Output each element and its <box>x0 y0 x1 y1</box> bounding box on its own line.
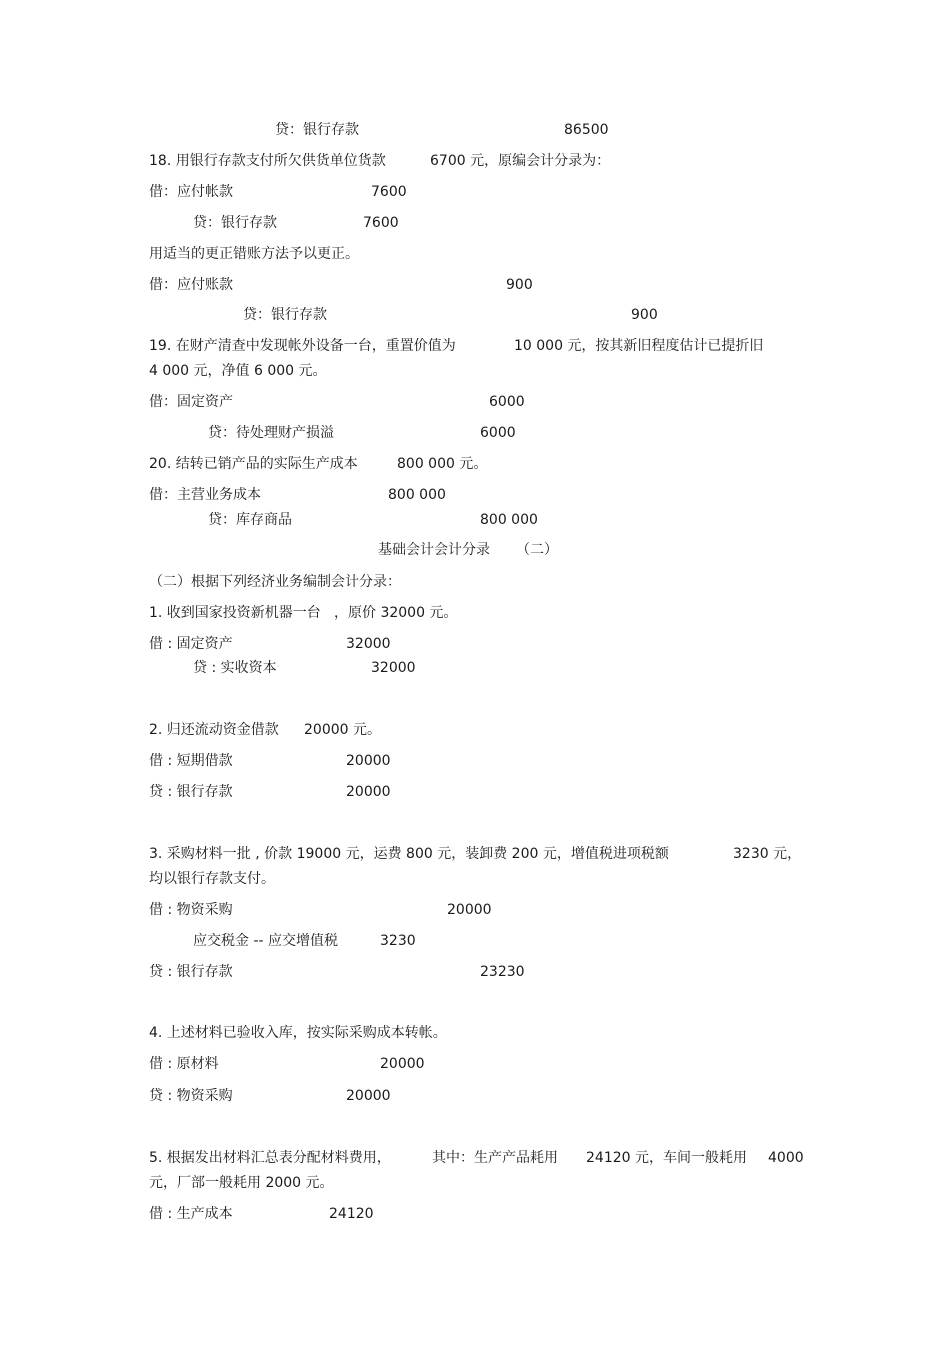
text-line: 均以银行存款支付。 <box>149 871 275 887</box>
text-line: 借 : 原材料 <box>149 1056 219 1072</box>
text-line: 借 : 生产成本 <box>149 1206 233 1222</box>
text-line: 贷 : 银行存款 <box>149 784 233 800</box>
text-line: 800 000 元。 <box>397 456 488 472</box>
text-line: 5. 根据发出材料汇总表分配材料费用， <box>149 1150 391 1166</box>
text-line: 900 <box>631 307 658 323</box>
text-line: 贷：待处理财产损溢 <box>208 425 334 441</box>
text-line: 1. 收到国家投资新机器一台 <box>149 605 321 621</box>
text-line: （二）根据下列经济业务编制会计分录： <box>149 574 401 590</box>
text-line: 20000 元。 <box>304 722 381 738</box>
section-heading: （二） <box>516 542 558 558</box>
text-line: 6000 <box>480 425 516 441</box>
text-line: 6000 <box>489 394 525 410</box>
text-line: 贷 : 物资采购 <box>149 1088 233 1104</box>
text-line: 900 <box>506 277 533 293</box>
text-line: 贷：银行存款 <box>243 307 327 323</box>
text-line: 10 000 元，按其新旧程度估计已提折旧 <box>514 338 764 354</box>
text-line: 19. 在财产清查中发现帐外设备一台，重置价值为 <box>149 338 456 354</box>
text-line: 借 : 短期借款 <box>149 753 233 769</box>
text-line: 20. 结转已销产品的实际生产成本 <box>149 456 358 472</box>
text-line: 借：应付帐款 <box>149 184 233 200</box>
text-line: 24120 元，车间一般耗用 <box>586 1150 747 1166</box>
text-line: 借：固定资产 <box>149 394 233 410</box>
text-line: 应交税金 -- 应交增值税 <box>193 933 339 949</box>
text-line: 86500 <box>564 122 609 138</box>
text-line: 24120 <box>329 1206 374 1222</box>
text-line: 7600 <box>371 184 407 200</box>
text-line: 贷：银行存款 <box>275 122 359 138</box>
text-line: 3. 采购材料一批 , 价款 19000 元，运费 800 元，装卸费 200 元，增值税进项税额 <box>149 846 669 862</box>
text-line: 32000 <box>371 660 416 676</box>
text-line: 7600 <box>363 215 399 231</box>
text-line: 6700 元，原编会计分录为： <box>430 153 611 169</box>
text-line: 贷：库存商品 <box>208 512 292 528</box>
text-line: 4000 <box>768 1150 804 1166</box>
text-line: 23230 <box>480 964 525 980</box>
text-line: 借：应付账款 <box>149 277 233 293</box>
text-line: 2. 归还流动资金借款 <box>149 722 279 738</box>
text-line: 借：主营业务成本 <box>149 487 261 503</box>
text-line: 4. 上述材料已验收入库，按实际采购成本转帐。 <box>149 1025 447 1041</box>
text-line: 20000 <box>447 902 492 918</box>
text-line: 20000 <box>346 753 391 769</box>
text-line: 20000 <box>346 784 391 800</box>
text-line: 元，厂部一般耗用 2000 元。 <box>149 1175 334 1191</box>
text-line: 3230 <box>380 933 416 949</box>
text-line: 贷：银行存款 <box>193 215 277 231</box>
text-line: 贷 : 实收资本 <box>193 660 277 676</box>
text-line: 4 000 元，净值 6 000 元。 <box>149 363 327 379</box>
text-line: 用适当的更正错账方法予以更正。 <box>149 246 359 262</box>
text-line: 800 000 <box>388 487 446 503</box>
text-line: 贷 : 银行存款 <box>149 964 233 980</box>
text-line: 借 : 固定资产 <box>149 636 233 652</box>
text-line: 800 000 <box>480 512 538 528</box>
text-line: 3230 元， <box>733 846 802 862</box>
text-line: 20000 <box>346 1088 391 1104</box>
text-line: 18. 用银行存款支付所欠供货单位货款 <box>149 153 386 169</box>
text-line: 借 : 物资采购 <box>149 902 233 918</box>
section-heading: 基础会计会计分录 <box>378 542 490 558</box>
text-line: 32000 <box>346 636 391 652</box>
text-line: 其中：生产产品耗用 <box>432 1150 558 1166</box>
text-line: ，原价 32000 元。 <box>334 605 458 621</box>
text-line: 20000 <box>380 1056 425 1072</box>
